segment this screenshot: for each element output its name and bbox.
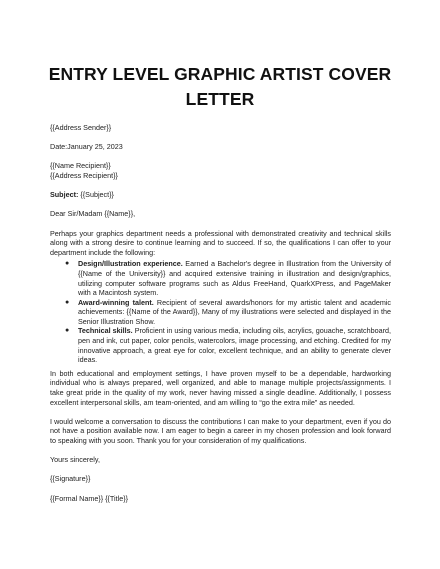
subject-value: {{Subject}} xyxy=(78,190,114,200)
bullet-text: Earned a Bachelor's degree in Illustration from the University of {{Name of the University}} and acquired extensive training in illustration and design/graphics, utilizing computer software programs such as Aldus FreeHand, QuarkXPress, and PageMaker with a Macintosh system. xyxy=(78,259,391,298)
bullet-label: Award-winning talent. xyxy=(78,297,154,307)
intro-paragraph: Perhaps your graphics department needs a professional with demonstrated creativity and technical skills along with a strong desire to continue learning and to succeed. If so, the qualifications I can offer to your department include the following: xyxy=(50,228,391,257)
list-item xyxy=(65,259,391,298)
document-title xyxy=(40,62,400,112)
qualifications-list xyxy=(50,259,391,365)
bullet-icon: ● xyxy=(65,327,70,335)
letter-body xyxy=(50,123,391,503)
bullet-text: Recipient of several awards/honors for my artistic talent and academic achievements: {{Name of the Award}}, Many of my illustrations were selected and displayed in the Senior Illustration Show. xyxy=(78,297,391,326)
address-recipient: {{Address Recipient}} xyxy=(50,170,118,180)
list-item xyxy=(65,297,391,327)
formal-name: {{Formal Name}} {{Title}} xyxy=(50,493,129,503)
subject-label: Subject: xyxy=(50,190,79,200)
address-sender: {{Address Sender}} xyxy=(50,123,112,132)
title-line-2: LETTER xyxy=(185,89,255,109)
list-item xyxy=(65,326,391,365)
bullet-label: Design/Illustration experience. xyxy=(78,259,183,269)
bullet-icon: ● xyxy=(65,260,70,268)
bullet-label: Technical skills. xyxy=(78,326,133,336)
signature: {{Signature}} xyxy=(50,474,91,484)
bullet-text: Proficient in using various media, including oils, acrylics, gouache, scratchboard, pen and ink, cut paper, color pencils, watercolors, image processing, and etching. Credited for my innovative approach, a great eye for color, excellent technique, and an ability to generate clever ideas. xyxy=(78,326,391,365)
title-line-1: ENTRY LEVEL GRAPHIC ARTIST COVER xyxy=(48,64,392,84)
closing-salutation: Yours sincerely, xyxy=(50,455,100,465)
letter-date: Date:January 25, 2023 xyxy=(50,142,123,152)
subject-line xyxy=(50,190,391,200)
closing-paragraph: I would welcome a conversation to discuss the contributions I can make to your department, even if you do not have a position available now. I am eager to begin a career in my chosen profession and look forward to speaking with you soon. Thank you for your consideration of my qualifications. xyxy=(50,416,391,445)
bullet-icon: ● xyxy=(65,298,70,306)
name-recipient: {{Name Recipient}} xyxy=(50,161,111,171)
experience-paragraph: In both educational and employment settings, I have proven myself to be a dependable, hardworking individual who is always prepared, well organized, and able to manage multiple projects/assignments. I take great pride in the quality of my work, never having missed a single deadline. Additionally, I possess excellent interpersonal skills, am team-oriented, and am willing to “go the extra mile” as needed. xyxy=(50,368,391,407)
greeting: Dear Sir/Madam {{Name}}, xyxy=(50,209,136,219)
